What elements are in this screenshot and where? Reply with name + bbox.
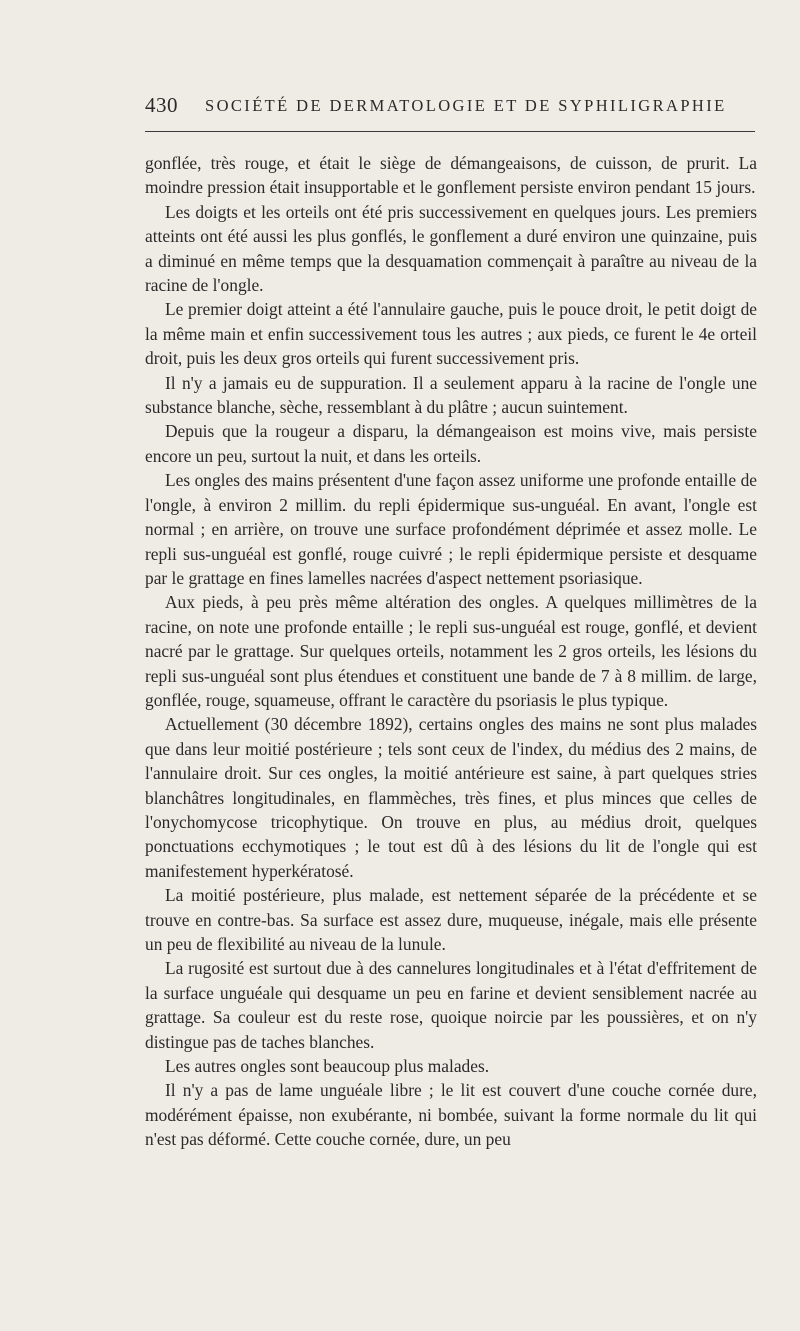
paragraph: Les ongles des mains présentent d'une façon assez uniforme une profonde entaille de l'ongle, à environ 2 millim. du repli épidermique sus-unguéal. En avant, l'ongle est normal ; en arrière, on trouve une surface profondément déprimée et assez molle. Le repli sus-unguéal est gonflé, rouge cuivré ; le repli épidermique persiste et desquame par le grattage en fines lamelles nacrées d'aspect nettement psoriasique. <box>145 470 757 588</box>
body-text <box>145 151 757 1152</box>
paragraph: La moitié postérieure, plus malade, est nettement séparée de la précédente et se trouve en contre-bas. Sa surface est assez dure, muqueuse, inégale, mais elle présente un peu de flexibilité au niveau de la lunule. <box>145 885 757 954</box>
page-header <box>145 93 757 123</box>
paragraph: Les autres ongles sont beaucoup plus malades. <box>165 1056 490 1077</box>
paragraph: Les doigts et les orteils ont été pris successivement en quelques jours. Les premiers atteints ont été aussi les plus gonflés, le gonflement a duré environ une quinzaine, puis a diminué en même temps que la desquamation commençait à paraître au niveau de la racine de l'ongle. <box>145 201 757 296</box>
running-title: SOCIÉTÉ DE DERMATOLOGIE ET DE SYPHILIGRAPHIE <box>205 96 727 115</box>
header-rule <box>145 131 755 132</box>
paragraph: Le premier doigt atteint a été l'annulaire gauche, puis le pouce droit, le petit doigt de la même main et enfin successivement tous les autres ; aux pieds, ce furent le 4e orteil droit, puis les deux gros orteils qui furent successivement pris. <box>145 299 757 369</box>
paragraph: La rugosité est surtout due à des cannelures longitudinales et à l'état d'effritement de la surface unguéale qui desquame un peu en farine et devient sensiblement nacrée au grattage. Sa couleur est du reste rose, quoique noircie par les poussières, et on n'y distingue pas de taches blanches. <box>145 958 757 1052</box>
paragraph: Aux pieds, à peu près même altération des ongles. A quelques millimètres de la racine, on note une profonde entaille ; le repli sus-unguéal est rouge, gonflé, et devient nacré par le grattage. Sur quelques orteils, notamment les 2 gros orteils, les lésions du repli sus-unguéal sont plus étendues et constituent une bande de 7 à 8 millim. de large, gonflée, rouge, squameuse, offrant le caractère du psoriasis le plus typique. <box>145 592 757 710</box>
paragraph: gonflée, très rouge, et était le siège de démangeaisons, de cuisson, de prurit. La moindre pression était insupportable et le gonflement persiste environ pendant 15 jours. <box>145 153 757 198</box>
page-number: 430 <box>145 93 178 117</box>
paragraph: Depuis que la rougeur a disparu, la démangeaison est moins vive, mais persiste encore un peu, surtout la nuit, et dans les orteils. <box>145 421 757 466</box>
paragraph: Il n'y a jamais eu de suppuration. Il a seulement apparu à la racine de l'ongle une substance blanche, sèche, ressemblant à du plâtre ; aucun suintement. <box>145 372 757 418</box>
paragraph: Il n'y a pas de lame unguéale libre ; le lit est couvert d'une couche cornée dure, modérément épaisse, non exubérante, ni bombée, suivant la forme normale du lit qui n'est pas déformé. Cette couche cornée, dure, un peu <box>145 1080 757 1150</box>
paragraph: Actuellement (30 décembre 1892), certains ongles des mains ne sont plus malades que dans leur moitié postérieure ; tels sont ceux de l'index, du médius des 2 mains, de l'annulaire droit. Sur ces ongles, la moitié antérieure est saine, à part quelques stries blanchâtres longitudinales, en flammèches, très fines, et plus minces que celles de l'onychomycose tricophytique. On trouve en plus, au médius droit, quelques ponctuations ecchymotiques ; le tout est dû à des lésions du lit de l'ongle qui est manifestement hyperkératosé. <box>145 714 757 881</box>
